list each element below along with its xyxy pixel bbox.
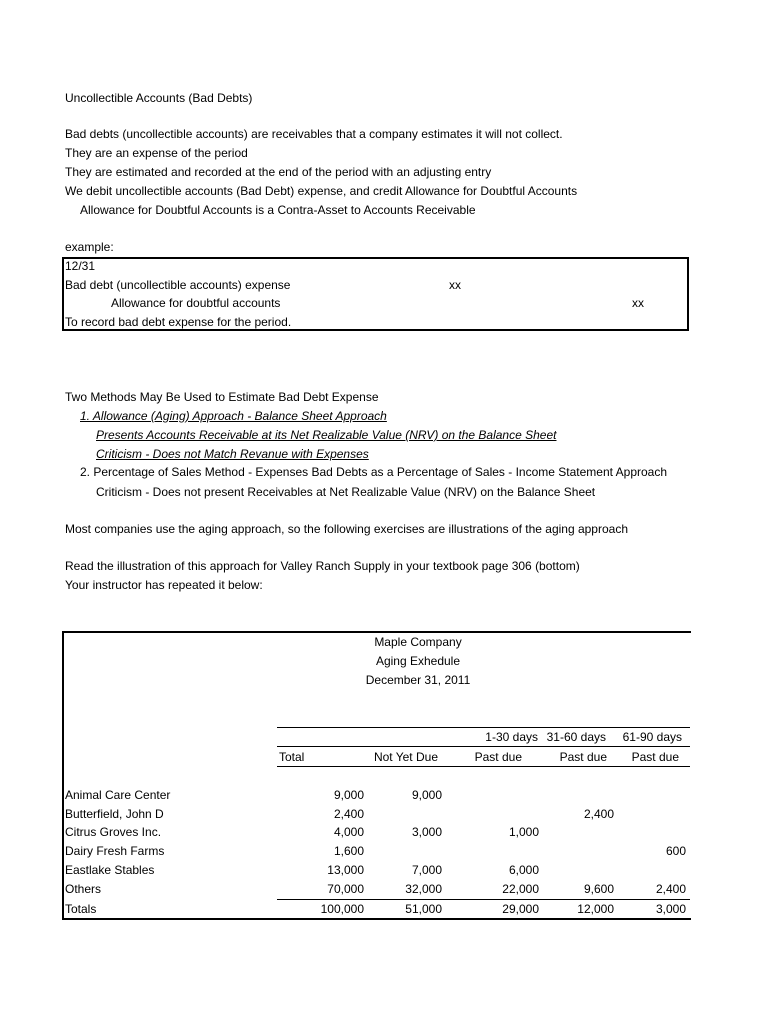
totals-label: Totals bbox=[65, 902, 97, 916]
row-citrus-customer: Citrus Groves Inc. bbox=[65, 825, 162, 839]
row-dairy-61-90: 600 bbox=[665, 844, 686, 858]
method-2-sub-1: Criticism - Does not present Receivables at Net Realizable Value (NRV) on the Balance Sheet bbox=[96, 485, 596, 499]
intro-line-1: Bad debts (uncollectible accounts) are receivables that a company estimates it will not collect. bbox=[65, 127, 563, 141]
row-eastlake-1-30: 6,000 bbox=[508, 863, 539, 877]
header-rule-mid bbox=[277, 746, 690, 747]
row-eastlake-total: 13,000 bbox=[327, 863, 364, 877]
schedule-name: Aging Exhedule bbox=[375, 654, 461, 668]
row-animal-care-not-yet-due: 9,000 bbox=[411, 788, 442, 802]
header-61-90-days: 61-90 days bbox=[622, 730, 682, 744]
row-eastlake-not-yet-due: 7,000 bbox=[411, 863, 442, 877]
header-rule-bottom bbox=[277, 766, 690, 767]
row-others-customer: Others bbox=[65, 882, 102, 896]
note-aging-approach: Most companies use the aging approach, so the following exercises are illustrations of the aging approach bbox=[65, 522, 628, 536]
row-eastlake-customer: Eastlake Stables bbox=[65, 863, 155, 877]
header-past-due-3: Past due bbox=[631, 750, 679, 764]
row-others-1-30: 22,000 bbox=[502, 882, 539, 896]
method-1-sub-1: Presents Accounts Receivable at its Net Realizable Value (NRV) on the Balance Sheet bbox=[96, 428, 557, 442]
journal-credit-amount: xx bbox=[632, 296, 644, 310]
method-1-sub-2: Criticism - Does not Match Revanue with Expenses bbox=[96, 447, 369, 461]
method-1: 1. Allowance (Aging) Approach - Balance Sheet Approach bbox=[80, 409, 387, 423]
header-past-due-2: Past due bbox=[559, 750, 607, 764]
header-past-due-1: Past due bbox=[474, 750, 522, 764]
method-2: 2. Percentage of Sales Method - Expenses Bad Debts as a Percentage of Sales - Income Statement Approach bbox=[80, 465, 668, 479]
row-butterfield-31-60: 2,400 bbox=[583, 807, 614, 821]
totals-not-yet-due: 51,000 bbox=[405, 902, 442, 916]
schedule-date: December 31, 2011 bbox=[365, 673, 471, 687]
row-others-31-60: 9,600 bbox=[583, 882, 614, 896]
row-others-not-yet-due: 32,000 bbox=[405, 882, 442, 896]
intro-line-5: Allowance for Doubtful Accounts is a Contra-Asset to Accounts Receivable bbox=[80, 203, 476, 217]
intro-line-3: They are estimated and recorded at the end of the period with an adjusting entry bbox=[65, 165, 492, 179]
header-not-yet-due: Not Yet Due bbox=[373, 750, 438, 764]
journal-date: 12/31 bbox=[65, 259, 96, 273]
row-others-total: 70,000 bbox=[327, 882, 364, 896]
totals-total: 100,000 bbox=[320, 902, 364, 916]
page-title: Uncollectible Accounts (Bad Debts) bbox=[65, 91, 253, 105]
row-butterfield-customer: Butterfield, John D bbox=[65, 807, 164, 821]
intro-line-4: We debit uncollectible accounts (Bad Debt) expense, and credit Allowance for Doubtful Accounts bbox=[65, 184, 578, 198]
row-citrus-1-30: 1,000 bbox=[508, 825, 539, 839]
journal-credit-account: Allowance for doubtful accounts bbox=[111, 296, 281, 310]
row-dairy-customer: Dairy Fresh Farms bbox=[65, 844, 165, 858]
totals-61-90: 3,000 bbox=[655, 902, 686, 916]
header-total: Total bbox=[279, 750, 305, 764]
note-textbook-reference: Read the illustration of this approach for Valley Ranch Supply in your textbook page 306 (bottom) bbox=[65, 559, 580, 573]
row-dairy-total: 1,600 bbox=[333, 844, 364, 858]
header-1-30-days: 1-30 days bbox=[485, 730, 538, 744]
methods-heading: Two Methods May Be Used to Estimate Bad Debt Expense bbox=[65, 390, 379, 404]
row-animal-care-customer: Animal Care Center bbox=[65, 788, 171, 802]
example-label: example: bbox=[65, 240, 114, 254]
totals-1-30: 29,000 bbox=[502, 902, 539, 916]
journal-debit-amount: xx bbox=[449, 278, 461, 292]
journal-memo: To record bad debt expense for the period. bbox=[65, 315, 292, 329]
row-animal-care-total: 9,000 bbox=[333, 788, 364, 802]
row-butterfield-total: 2,400 bbox=[333, 807, 364, 821]
header-31-60-days: 31-60 days bbox=[546, 730, 606, 744]
intro-line-2: They are an expense of the period bbox=[65, 146, 248, 160]
row-citrus-total: 4,000 bbox=[333, 825, 364, 839]
journal-debit-account: Bad debt (uncollectible accounts) expense bbox=[65, 278, 291, 292]
schedule-company: Maple Company bbox=[374, 635, 462, 649]
totals-rule bbox=[277, 899, 690, 900]
note-repeated-below: Your instructor has repeated it below: bbox=[65, 578, 263, 592]
header-rule-top bbox=[277, 727, 690, 728]
row-others-61-90: 2,400 bbox=[655, 882, 686, 896]
row-citrus-not-yet-due: 3,000 bbox=[411, 825, 442, 839]
totals-31-60: 12,000 bbox=[577, 902, 614, 916]
